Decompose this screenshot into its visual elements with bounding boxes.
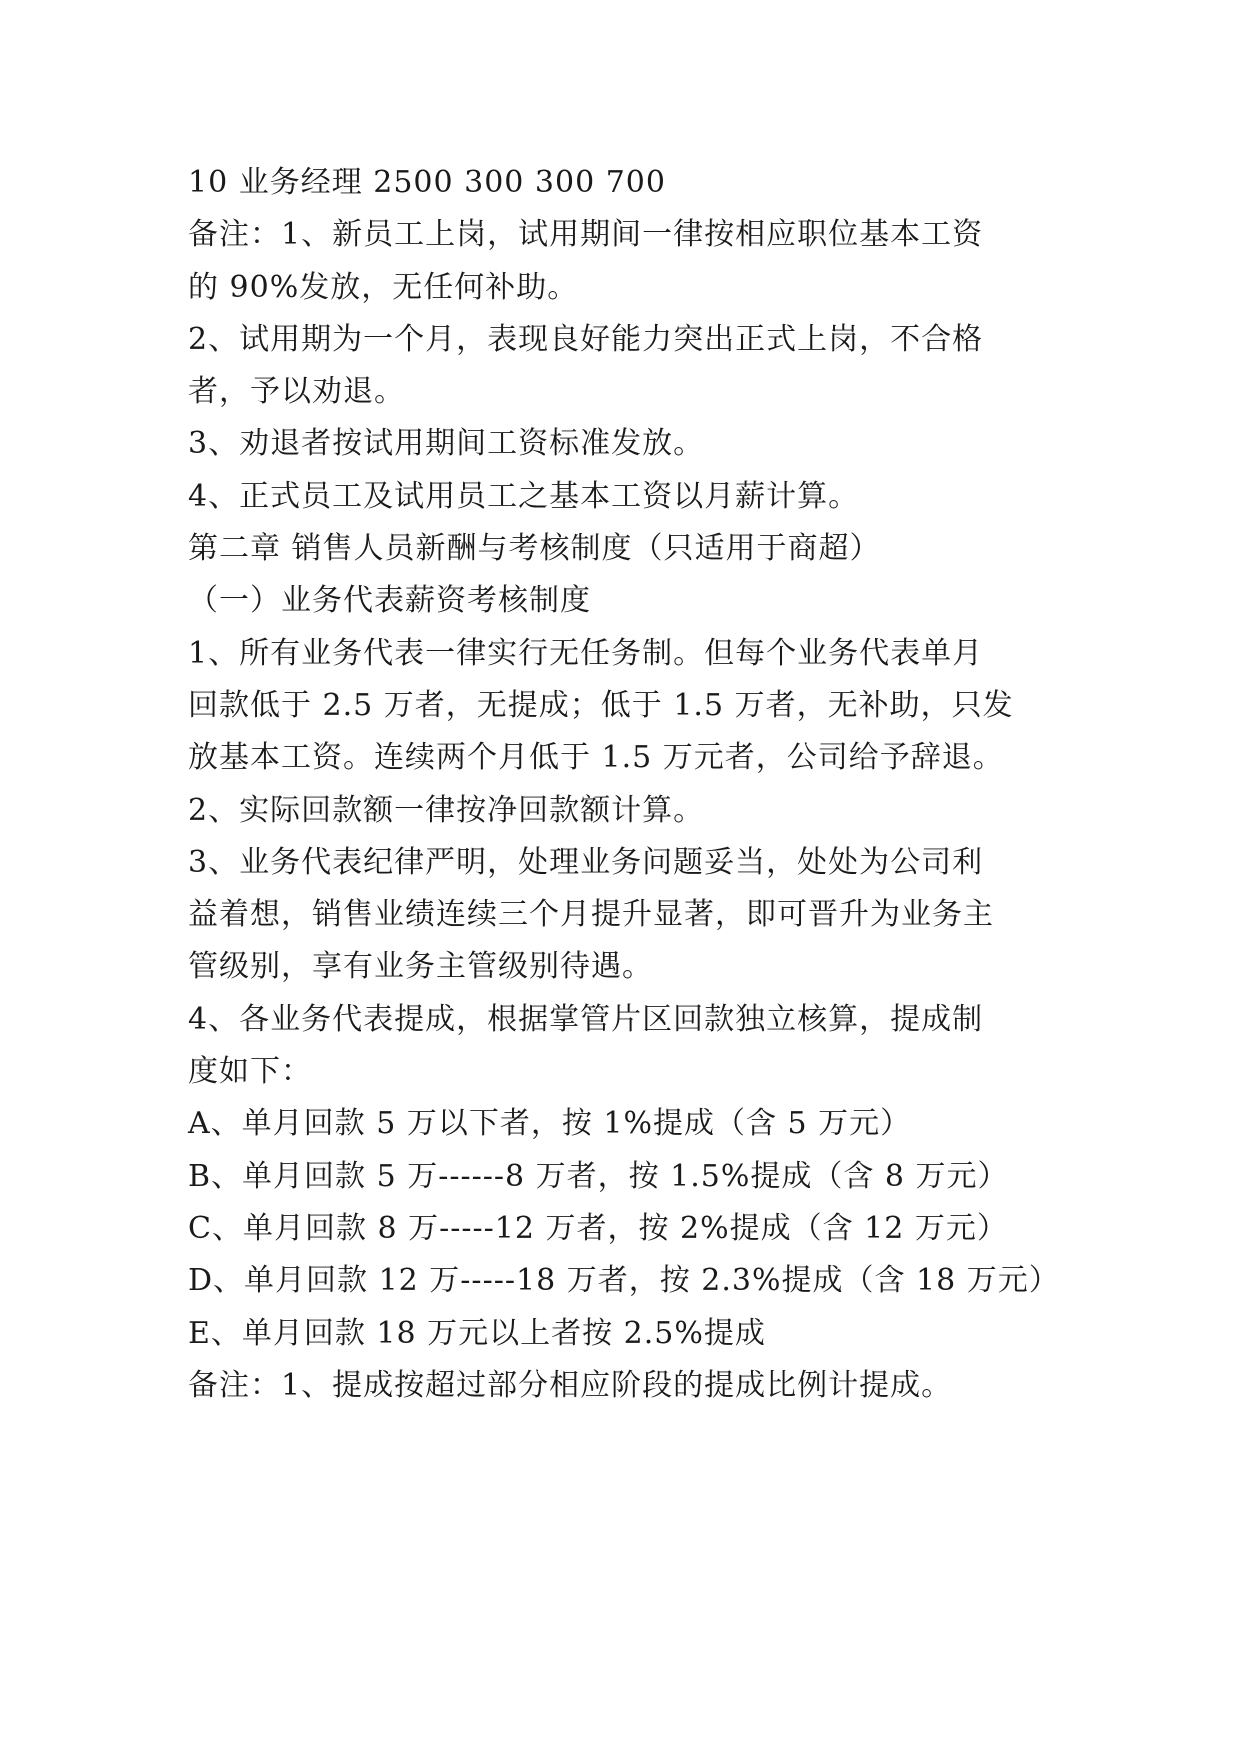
text-line: 的 90%发放，无任何补助。	[188, 269, 579, 305]
text-line: 备注：1、提成按超过部分相应阶段的提成比例计提成。	[188, 1367, 953, 1403]
text-line: 备注：1、新员工上岗，试用期间一律按相应职位基本工资	[188, 217, 984, 253]
text-line: 益着想，销售业绩连续三个月提升显著，即可晋升为业务主	[188, 897, 994, 933]
commission-tier-b: B、单月回款 5 万------8 万者，按 1.5%提成（含 8 万元）	[188, 1158, 1009, 1194]
section-heading: （一）业务代表薪资考核制度	[188, 583, 591, 619]
text-line: 4、正式员工及试用员工之基本工资以月薪计算。	[188, 478, 860, 514]
text-line: 3、劝退者按试用期间工资标准发放。	[188, 426, 705, 462]
text-line: 回款低于 2.5 万者，无提成；低于 1.5 万者，无补助，只发	[188, 687, 1014, 723]
text-line: 10 业务经理 2500 300 300 700	[188, 165, 666, 200]
text-line: 2、试用期为一个月，表现良好能力突出正式上岗，不合格	[188, 321, 984, 357]
commission-tier-a: A、单月回款 5 万以下者，按 1%提成（含 5 万元）	[188, 1106, 912, 1142]
commission-tier-c: C、单月回款 8 万-----12 万者，按 2%提成（含 12 万元）	[188, 1210, 1008, 1246]
text-line: 者，予以劝退。	[188, 374, 405, 410]
commission-tier-d: D、单月回款 12 万-----18 万者，按 2.3%提成（含 18 万元）	[188, 1263, 1060, 1299]
text-line: 1、所有业务代表一律实行无任务制。但每个业务代表单月	[188, 635, 984, 671]
text-line: 放基本工资。连续两个月低于 1.5 万元者，公司给予辞退。	[188, 740, 1004, 776]
text-line: 度如下：	[188, 1054, 312, 1090]
document-body	[188, 157, 1088, 1412]
text-line: 4、各业务代表提成，根据掌管片区回款独立核算，提成制	[188, 1001, 984, 1037]
commission-tier-e: E、单月回款 18 万元以上者按 2.5%提成	[188, 1315, 766, 1351]
text-line: 2、实际回款额一律按净回款额计算。	[188, 792, 705, 828]
text-line: 3、业务代表纪律严明，处理业务问题妥当，处处为公司利	[188, 844, 984, 880]
chapter-heading: 第二章 销售人员新酬与考核制度（只适用于商超）	[188, 531, 881, 567]
text-line: 管级别，享有业务主管级别待遇。	[188, 949, 653, 985]
